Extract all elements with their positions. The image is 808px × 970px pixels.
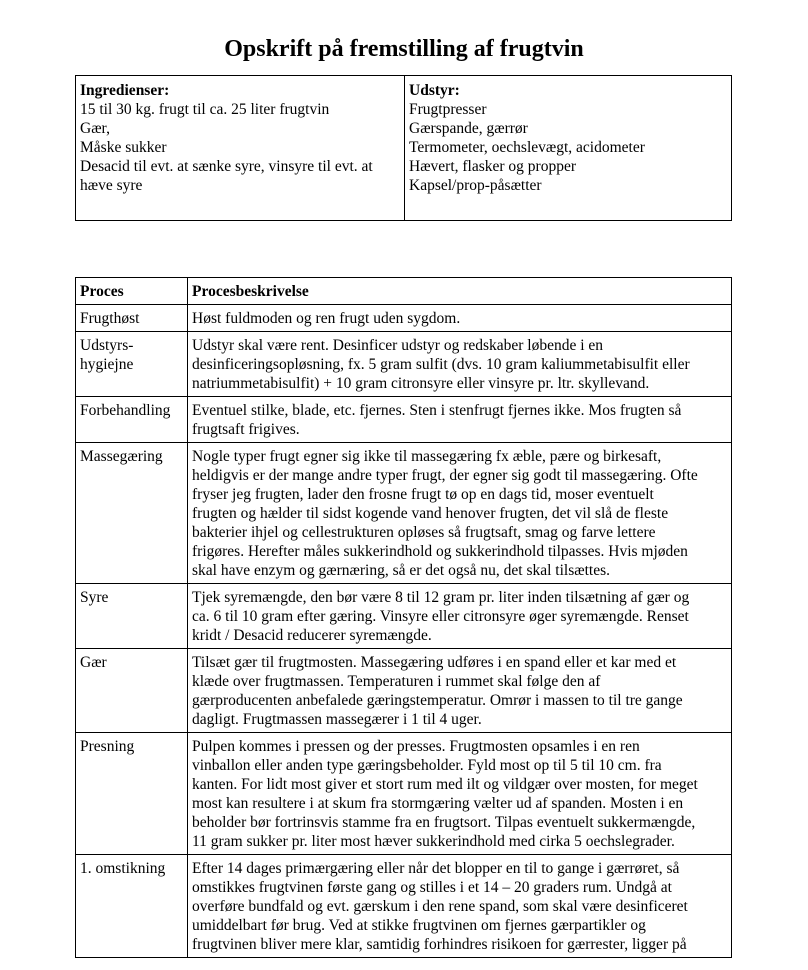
process-name-line: Gær — [80, 654, 107, 671]
process-description-line: Nogle typer frugt egner sig ikke til massegæring fx æble, pære og birkesaft, — [192, 448, 662, 465]
process-description-line: most kan resultere i at skum fra stormgæring vælter ud af spanden. Mosten i en — [192, 795, 684, 812]
equipment-header: Udstyr: — [409, 82, 460, 99]
process-name-line: Frugthøst — [80, 310, 140, 327]
process-description-line: Høst fuldmoden og ren frugt uden sygdom. — [192, 310, 461, 327]
equipment-line: Kapsel/prop-påsætter — [409, 177, 542, 194]
process-description-cell — [188, 855, 732, 958]
process-description-cell — [188, 733, 732, 855]
column-header-description: Procesbeskrivelse — [188, 278, 732, 305]
process-name-cell — [76, 733, 188, 855]
ingredients-equipment-row — [76, 76, 732, 221]
table-row — [76, 855, 732, 958]
ingredient-line: Desacid til evt. at sænke syre, vinsyre til evt. at hæve syre — [80, 158, 373, 194]
process-name-cell — [76, 584, 188, 649]
ingredient-line: Måske sukker — [80, 139, 167, 156]
process-description-line: dagligt. Frugtmassen massegærer i 1 til 4 uger. — [192, 711, 482, 728]
process-description-cell — [188, 443, 732, 584]
process-description-cell — [188, 584, 732, 649]
process-description-line: frugtvinen bliver mere klar, samtidig forhindres risikoen for gærrester, ligger på — [192, 936, 687, 953]
process-description-line: kanten. For lidt most giver et stort rum med ilt og vildgær over mosten, for meget — [192, 776, 698, 793]
process-name-line: hygiejne — [80, 356, 134, 373]
process-description-cell — [188, 305, 732, 332]
table-row — [76, 397, 732, 443]
process-description-line: gærproducenten anbefalede gæringstemperatur. Omrør i massen to til tre gange — [192, 692, 683, 709]
table-row — [76, 305, 732, 332]
table-header-row — [76, 278, 732, 305]
equipment-cell — [405, 76, 732, 221]
table-row — [76, 733, 732, 855]
process-name-cell — [76, 305, 188, 332]
ingredients-header: Ingredienser: — [80, 82, 170, 99]
column-header-process: Proces — [76, 278, 188, 305]
process-description-line: frigøres. Herefter måles sukkerindhold og sukkerindhold tilpasses. Hvis mjøden — [192, 543, 688, 560]
equipment-line: Hævert, flasker og propper — [409, 158, 577, 175]
process-description-line: Udstyr skal være rent. Desinficer udstyr og redskaber løbende i en — [192, 337, 604, 354]
process-description-line: 11 gram sukker pr. liter most hæver sukkerindhold med cirka 5 oechslegrader. — [192, 833, 675, 850]
table-row — [76, 584, 732, 649]
ingredients-cell — [76, 76, 405, 221]
page-title: Opskrift på fremstilling af frugtvin — [224, 36, 584, 62]
process-description-line: desinficeringsopløsning, fx. 5 gram sulfit (dvs. 10 gram kaliummetabisulfit eller — [192, 356, 690, 373]
equipment-line: Termometer, oechslevægt, acidometer — [409, 139, 645, 156]
process-name-cell — [76, 649, 188, 733]
process-description-line: Pulpen kommes i pressen og der presses. Frugtmosten opsamles i en ren — [192, 738, 640, 755]
table-row — [76, 332, 732, 397]
process-description-line: klæde over frugtmassen. Temperaturen i rummet skal følge den af — [192, 673, 601, 690]
process-name-line: Presning — [80, 738, 135, 755]
table-row — [76, 443, 732, 584]
process-name-cell — [76, 397, 188, 443]
process-description-line: frugten og hælder til sidst kogende vand henover frugten, det vil slå de fleste — [192, 505, 669, 522]
process-name-cell — [76, 855, 188, 958]
process-name-line: Syre — [80, 589, 109, 606]
process-description-line: Tjek syremængde, den bør være 8 til 12 gram pr. liter inden tilsætning af gær og — [192, 589, 690, 606]
process-description-cell — [188, 649, 732, 733]
process-name-line: Massegæring — [80, 448, 163, 465]
equipment-line: Gærspande, gærrør — [409, 120, 528, 137]
process-description-line: Tilsæt gær til frugtmosten. Massegæring udføres i en spand eller et kar med et — [192, 654, 677, 671]
process-table — [75, 277, 732, 958]
process-description-line: umiddelbart før brug. Ved at stikke frugtvinen om fjernes gærpartikler og — [192, 917, 646, 934]
process-description-line: omstikkes frugtvinen første gang og stilles i et 14 – 20 graders rum. Undgå at — [192, 879, 672, 896]
process-description-line: natriummetabisulfit) + 10 gram citronsyre eller vinsyre pr. ltr. skyllevand. — [192, 375, 650, 392]
process-name-line: Udstyrs- — [80, 337, 134, 354]
ingredient-line: Gær, — [80, 120, 110, 137]
process-description-line: fryser jeg frugten, lader den frosne frugt tø op en dags tid, moser eventuelt — [192, 486, 654, 503]
process-description-line: beholder bør fortrinsvis stamme fra en frugtsort. Tilpas eventuelt sukkermængde, — [192, 814, 696, 831]
process-description-line: Efter 14 dages primærgæring eller når det blopper en til to gange i gærrøret, så — [192, 860, 680, 877]
process-description-line: overføre bundfald og evt. gærskum i den rene spand, som skal være desinficeret — [192, 898, 688, 915]
process-description-line: ca. 6 til 10 gram efter gæring. Vinsyre eller citronsyre øger syremængde. Renset — [192, 608, 689, 625]
process-description-line: Eventuel stilke, blade, etc. fjernes. Sten i stenfrugt fjernes ikke. Mos frugten så — [192, 402, 682, 419]
table-row — [76, 649, 732, 733]
process-description-line: vinballon eller anden type gæringsbeholder. Fyld most op til 5 til 10 cm. fra — [192, 757, 662, 774]
ingredient-line: 15 til 30 kg. frugt til ca. 25 liter frugtvin — [80, 101, 330, 118]
process-description-line: skal have enzym og gærnæring, så er det også nu, det skal tilsættes. — [192, 562, 610, 579]
process-name-line: 1. omstikning — [80, 860, 166, 877]
process-description-line: frugtsaft frigives. — [192, 421, 300, 438]
process-name-cell — [76, 332, 188, 397]
process-description-line: heldigvis er der mange andre typer frugt, der egner sig godt til massegæring. Ofte — [192, 467, 698, 484]
process-name-cell — [76, 443, 188, 584]
process-description-cell — [188, 397, 732, 443]
equipment-line: Frugtpresser — [409, 101, 487, 118]
ingredients-equipment-table — [75, 75, 732, 221]
process-description-line: kridt / Desacid reducerer syremængde. — [192, 627, 432, 644]
process-description-cell — [188, 332, 732, 397]
process-name-line: Forbehandling — [80, 402, 171, 419]
process-description-line: bakterier ihjel og cellestrukturen opløses så frugtsaft, smag og farve lettere — [192, 524, 656, 541]
